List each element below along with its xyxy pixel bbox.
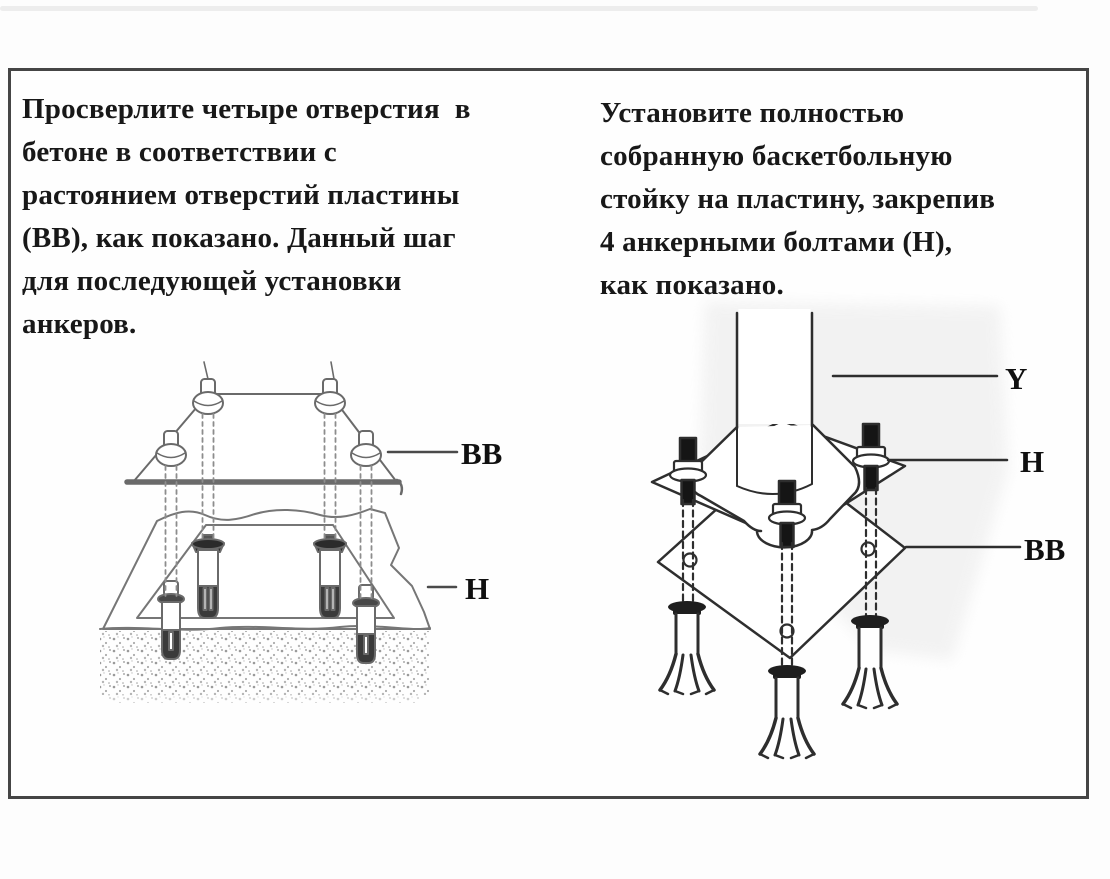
instruction-line: 4 анкерными болтами (Н),	[600, 226, 953, 258]
instruction-line: анкеров.	[22, 308, 137, 340]
expansion-anchor	[660, 601, 714, 694]
instruction-line: для последующей установки	[22, 265, 402, 297]
instruction-line: собранную баскетбольную	[600, 140, 953, 172]
instruction-line: бетоне в соответствии с	[22, 136, 337, 168]
pole-fill	[739, 309, 811, 424]
figure-drill-holes	[100, 362, 457, 703]
expansion-anchor	[760, 665, 814, 758]
figure-label-plate-bb: BB	[1024, 532, 1066, 567]
concrete-mound	[103, 509, 430, 629]
instruction-line: как показано.	[600, 269, 784, 301]
ground-texture-fade	[108, 694, 420, 703]
figure-mount-pole	[652, 302, 1020, 758]
plate-hole	[862, 543, 875, 556]
figure-label-pole-y: Y	[1005, 361, 1028, 396]
figure-label-anchor-h: H	[465, 571, 490, 606]
plate-corner-tick	[204, 362, 334, 379]
right-instruction-text	[600, 92, 1070, 307]
figure-label-plate-bb: BB	[461, 436, 503, 471]
instruction-line: Установите полностью	[600, 97, 905, 129]
drop-in-bolt	[315, 379, 345, 414]
instruction-line: Просверлите четыре отверстия в	[22, 93, 471, 125]
drop-in-bolt	[193, 379, 223, 414]
instruction-line: растоянием отверстий пластины	[22, 179, 460, 211]
instruction-line: (ВВ), как показано. Данный шаг	[22, 222, 456, 254]
ground-texture	[100, 631, 430, 695]
instruction-line: стойку на пластину, закрепив	[600, 183, 996, 215]
figure-label-bolt-h: H	[1020, 444, 1045, 479]
left-instruction-text	[22, 88, 562, 346]
plate-hole	[684, 554, 697, 567]
